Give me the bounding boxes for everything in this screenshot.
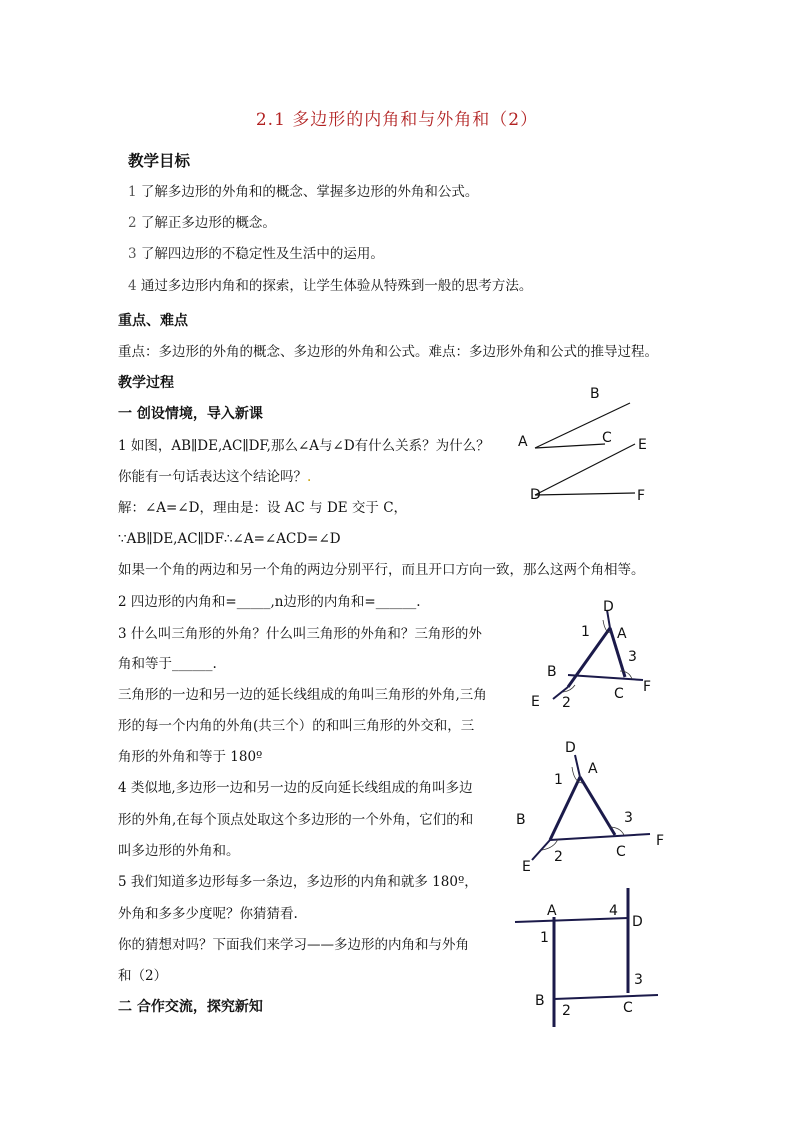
question-1-text: 你能有一句话表达这个结论吗？: [118, 469, 307, 485]
objective-item-4: [128, 277, 532, 295]
key-points-heading: 重点、难点: [118, 313, 188, 329]
label-d: D: [603, 599, 614, 615]
angle-2-label: 2: [562, 695, 571, 711]
label-b: B: [590, 386, 600, 402]
objective-text: 了解正多边形的概念。: [140, 215, 276, 231]
objective-num: 1: [128, 184, 137, 200]
objective-num: 2: [128, 215, 137, 231]
objective-num: 4: [128, 278, 137, 294]
solution-line-1: 解：∠A=∠D，理由是：设 AC 与 DE 交于 C，: [118, 500, 408, 516]
conclusion-text: 如果一个角的两边和另一个角的两边分别平行，而且开口方向一致，那么这两个角相等。: [118, 562, 645, 578]
label-f: F: [656, 833, 665, 849]
objective-text: 了解四边形的不稳定性及生活中的运用。: [140, 246, 384, 262]
question-3-line-1: 3 什么叫三角形的外角？什么叫三角形的外角和？三角形的外: [118, 626, 482, 642]
answer-3-line-1: 三角形的一边和另一边的延长线组成的角叫三角形的外角,三角: [118, 687, 487, 703]
label-e: E: [638, 437, 647, 453]
label-b: B: [535, 993, 545, 1009]
triangle-figure-1: [525, 595, 665, 715]
angle-1-label: 1: [540, 930, 549, 946]
angle-3-label: 3: [624, 810, 633, 826]
label-e: E: [522, 859, 531, 875]
question-4-line-3: 叫多边形的外角和。: [118, 843, 240, 859]
question-2: 2 四边形的内角和=_____,n边形的内角和=______.: [118, 594, 421, 610]
label-b: B: [547, 664, 557, 680]
answer-3-line-2: 形的每一个内角的外角(共三个）的和叫三角形的外交和，三: [118, 718, 475, 734]
label-a: A: [547, 903, 557, 919]
objective-text: 通过多边形内角和的探索，让学生体验从特殊到一般的思考方法。: [140, 278, 533, 294]
section-1-heading: 一 创设情境，导入新课: [118, 406, 263, 422]
angle-3-label: 3: [628, 649, 637, 665]
label-a: A: [518, 434, 528, 450]
angle-2-label: 2: [562, 1003, 571, 1019]
objective-item-1: [128, 183, 478, 201]
square-figure: [510, 885, 670, 1035]
objective-text: 了解多边形的外角和的概念、掌握多边形的外角和公式。: [140, 184, 479, 200]
label-f: F: [643, 679, 652, 695]
question-5-line-2: 外角和多多少度呢？你猜猜看.: [118, 906, 298, 922]
question-5-line-3: 你的猜想对吗？下面我们来学习——多边形的内角和与外角: [118, 937, 469, 953]
label-a: A: [617, 626, 627, 642]
angle-2-label: 2: [554, 849, 563, 865]
key-points-text: 重点：多边形的外角的概念、多边形的外角和公式。难点：多边形外角和公式的推导过程。: [118, 344, 658, 360]
page-title: 2.1 多边形的内角和与外角和（2）: [255, 110, 539, 130]
objectives-heading: 教学目标: [128, 151, 191, 170]
angle-1-label: 1: [581, 624, 590, 640]
process-heading: 教学过程: [118, 375, 174, 391]
question-4-line-2: 形的外角,在每个顶点处取这个多边形的一个外角，它们的和: [118, 812, 474, 828]
label-d: D: [565, 740, 576, 756]
triangle-figure-2: [510, 735, 675, 875]
parallel-lines-figure: [510, 378, 670, 508]
question-1-dot: .: [307, 469, 312, 485]
question-1-line-1: 1 如图，AB∥DE,AC∥DF,那么∠A与∠D有什么关系？为什么？: [118, 438, 490, 454]
angle-1-label: 1: [554, 772, 563, 788]
objective-item-3: [128, 245, 384, 263]
question-4-line-1: 4 类似地,多边形一边和另一边的反向延长线组成的角叫多边: [118, 780, 473, 796]
label-e: E: [531, 694, 540, 710]
label-c: C: [616, 844, 626, 860]
label-c: C: [602, 430, 612, 446]
label-c: C: [614, 686, 624, 702]
angle-4-label: 4: [609, 903, 618, 919]
objective-item-2: [128, 214, 276, 232]
angle-3-label: 3: [634, 972, 643, 988]
solution-line-2: ∵AB∥DE,AC∥DF∴∠A=∠ACD=∠D: [118, 531, 341, 547]
answer-3-line-3: 角形的外角和等于 180º: [118, 749, 263, 765]
label-c: C: [623, 1000, 633, 1016]
label-a: A: [588, 761, 598, 777]
objective-num: 3: [128, 246, 137, 262]
question-5-line-4: 和（2）: [118, 968, 168, 984]
question-5-line-1: 5 我们知道多边形每多一条边，多边形的内角和就多 180º，: [118, 874, 478, 890]
label-b: B: [516, 812, 526, 828]
question-3-line-2: 角和等于______.: [118, 656, 217, 672]
label-f: F: [637, 488, 646, 504]
section-2-heading: 二 合作交流，探究新知: [118, 999, 263, 1015]
question-1-line-2: [118, 468, 311, 486]
label-d: D: [632, 914, 643, 930]
label-d: D: [530, 487, 541, 503]
